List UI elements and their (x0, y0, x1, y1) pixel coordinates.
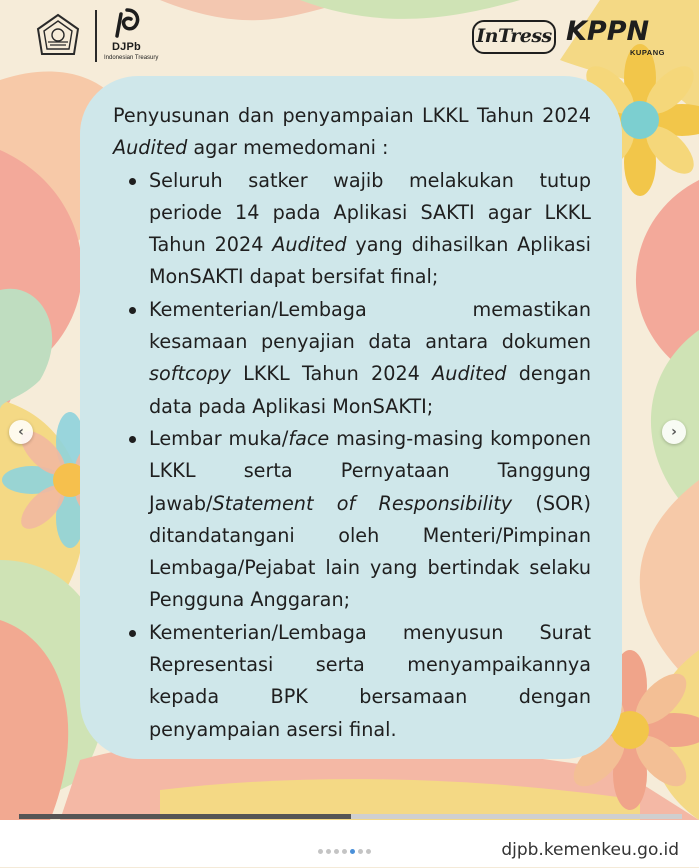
carousel-dot[interactable] (326, 849, 331, 854)
kppn-logo (566, 16, 686, 60)
item-text: Kementerian/Lembaga memastikan kesamaan penyajian data antara dokumen (149, 297, 591, 354)
item-italic: Audited (272, 233, 347, 257)
carousel-dot[interactable] (358, 849, 363, 854)
content-text (113, 100, 591, 746)
djpb-name: DJPb (112, 41, 141, 53)
item-text: Seluruh satker wajib melakukan tutup periode 14 pada Aplikasi SAKTI agar LKKL Tahun 2024 (149, 168, 591, 257)
header (0, 0, 699, 70)
intro-text: Penyusunan dan penyampaian LKKL Tahun 2024 (113, 104, 591, 127)
item-text: dengan data pada Aplikasi MonSAKTI; (149, 362, 591, 418)
djpb-logo (104, 8, 174, 64)
intro-text-end: agar memedomani : (187, 136, 389, 160)
list-item (149, 423, 591, 617)
list-item (149, 617, 591, 746)
item-text: (SOR) ditandatangani oleh Menteri/Pimpinan Lembaga/Pejabat lain yang bertindak selaku Pengguna Anggaran; (149, 491, 591, 612)
djpb-mark-icon (112, 8, 142, 40)
footer (0, 820, 699, 867)
chevron-right-icon: › (671, 424, 677, 440)
item-italic: Statement of Responsibility (212, 491, 513, 515)
intro-paragraph (113, 100, 591, 165)
carousel-dots (318, 849, 378, 855)
kppn-name: KPPN (566, 16, 650, 47)
item-italic: face (288, 426, 330, 450)
list-item (149, 294, 591, 423)
carousel-progress-bar (19, 814, 682, 819)
website-url: djpb.kemenkeu.go.id (501, 840, 679, 860)
intro-audited: Audited (113, 136, 188, 160)
djpb-subtitle: Indonesian Treasury (104, 55, 159, 61)
carousel-dot[interactable] (318, 849, 323, 854)
item-text: yang dihasilkan Aplikasi MonSAKTI dapat bersifat final; (149, 233, 591, 289)
item-italic: Audited (432, 362, 507, 386)
item-text: LKKL Tahun 2024 (230, 362, 433, 386)
carousel-prev-button[interactable] (9, 420, 33, 444)
kemenkeu-emblem-icon (34, 12, 82, 58)
list-item (149, 165, 591, 294)
guideline-list (113, 165, 591, 746)
carousel-dot[interactable] (342, 849, 347, 854)
item-text: Lembar muka/ (149, 426, 289, 450)
carousel-dot[interactable] (366, 849, 371, 854)
item-italic: softcopy (149, 362, 231, 386)
kppn-location: KUPANG (630, 48, 665, 57)
chevron-left-icon: ‹ (18, 424, 24, 440)
carousel-next-button[interactable] (662, 420, 686, 444)
intress-logo: InTress (472, 20, 556, 54)
item-text: masing-masing komponen LKKL serta Pernyataan Tanggung Jawab/ (149, 426, 591, 515)
item-text: Kementerian/Lembaga menyusun Surat Representasi serta menyampaikannya kepada BPK bersamaan dengan penyampaian asersi final. (149, 620, 591, 741)
carousel-dot[interactable] (334, 849, 339, 854)
carousel-dot[interactable] (350, 849, 355, 854)
carousel-progress-fill (19, 814, 351, 819)
logo-divider (95, 10, 97, 62)
